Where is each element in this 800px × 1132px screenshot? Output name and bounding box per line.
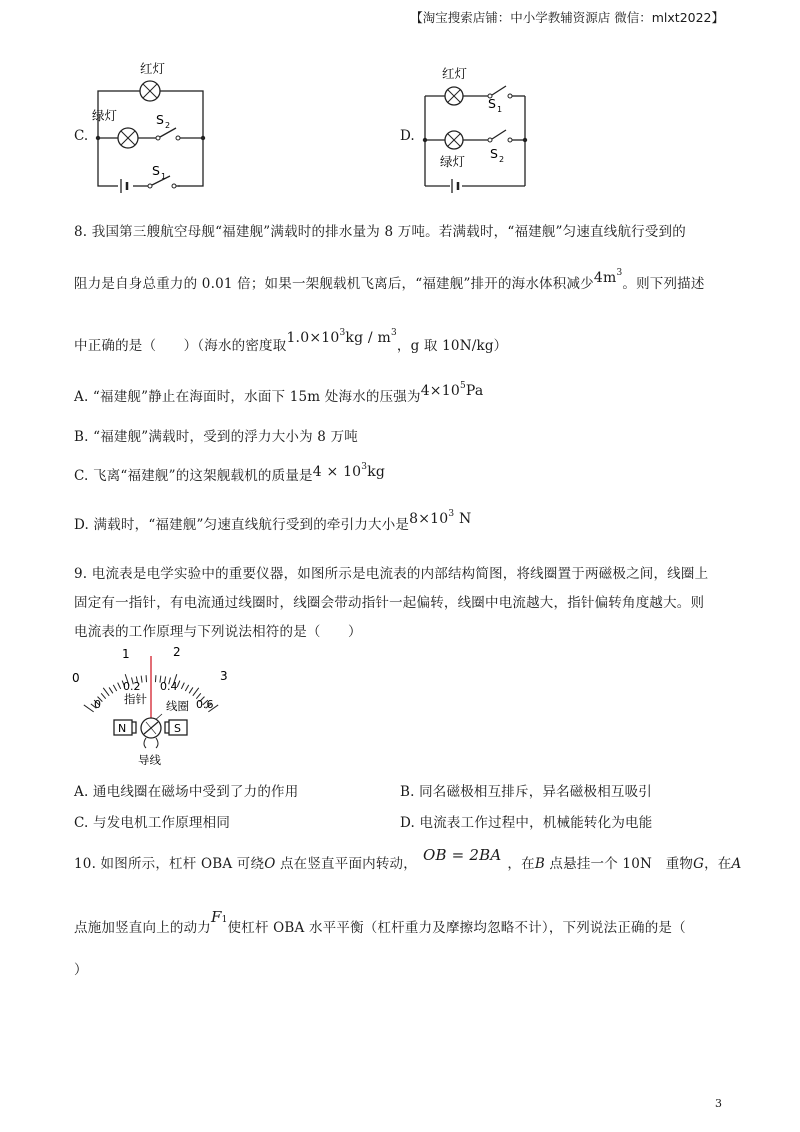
inner-tick-0.4: 0.4	[160, 680, 178, 693]
option-d-label: D.	[400, 128, 415, 144]
switch-s1-label: S	[152, 163, 160, 178]
inner-tick-0.6: 0.6	[196, 698, 214, 711]
svg-text:S: S	[174, 722, 181, 735]
svg-text:2: 2	[165, 121, 171, 130]
scale-tick	[101, 693, 106, 698]
wire-label: 导线	[138, 753, 161, 767]
scale-tick	[103, 688, 109, 696]
q10-line-3: ）	[74, 962, 88, 978]
q8-line-1: 8. 我国第三艘航空母舰“福建舰”满载时的排水量为 8 万吨。若满载时，“福建舰”匀速直线航行受到的	[74, 224, 686, 240]
q9-line-1: 9. 电流表是电学实验中的重要仪器，如图所示是电流表的内部结构简图，将线圈置于两磁极之间，线圈上	[74, 566, 709, 582]
inner-tick-0: 0	[94, 698, 101, 711]
switch-s2-label: S	[490, 146, 498, 161]
q9-line-2: 固定有一指针，有电流通过线圈时，线圈会带动指针一起偏转，线圈中电流越大，指针偏转角度越大。则	[74, 595, 705, 611]
green-lamp-label: 绿灯	[440, 154, 466, 169]
q9-option-c: C. 与发电机工作原理相同	[74, 815, 231, 831]
switch-s1-label: S	[488, 96, 496, 111]
outer-tick-3: 3	[220, 669, 228, 683]
q8-option-c: C. 飞离“福建舰”的这架舰载机的质量是$4 \times 10^3kg$	[74, 462, 386, 484]
red-lamp-label: 红灯	[140, 61, 166, 76]
circuit-diagram-d	[410, 58, 540, 193]
scale-tick	[84, 705, 94, 712]
q10-line-1: 10. 如图所示，杠杆 OBA 可绕O 点在竖直平面内转动， OB = 2BA ，在B 点悬挂一个 10N 重物G，在A	[74, 846, 742, 872]
scale-tick	[185, 685, 188, 691]
page-header: 【淘宝搜索店铺：中小学教辅资源店 微信：mlxt2022】	[410, 10, 724, 25]
scale-tick	[118, 683, 121, 689]
svg-text:2: 2	[499, 155, 505, 164]
q9-line-3: 电流表的工作原理与下列说法相符的是（ ）	[74, 624, 362, 640]
red-lamp-label: 红灯	[442, 66, 468, 81]
q8-option-b: B. “福建舰”满载时，受到的浮力大小为 8 万吨	[74, 429, 358, 445]
outer-tick-1: 1	[122, 647, 130, 661]
scale-tick	[181, 683, 184, 689]
scale-tick	[193, 688, 199, 696]
pointer-label: 指针	[124, 692, 147, 706]
scale-tick	[189, 687, 193, 693]
switch-s2-label: S	[156, 112, 164, 127]
svg-text:1: 1	[161, 172, 167, 181]
scale-tick	[141, 676, 142, 683]
scale-tick	[109, 687, 113, 693]
coil-label: 线圈	[166, 699, 189, 713]
svg-text:1: 1	[497, 105, 503, 114]
scale-tick	[177, 681, 180, 687]
option-c-label: C.	[74, 128, 89, 144]
q9-option-d: D. 电流表工作过程中，机械能转化为电能	[400, 815, 653, 831]
page-number: 3	[715, 1097, 722, 1110]
ammeter-diagram	[70, 642, 240, 772]
q9-option-b: B. 同名磁极相互排斥，异名磁极相互吸引	[400, 784, 653, 800]
inner-tick-0.2: 0.2	[123, 680, 141, 693]
circuit-diagram-c	[88, 58, 218, 193]
q8-option-d: D. 满载时，“福建舰”匀速直线航行受到的牵引力大小是$8\times 10^3$ N	[74, 509, 472, 533]
green-lamp-label: 绿灯	[92, 108, 118, 123]
scale-tick	[113, 685, 116, 691]
outer-tick-0: 0	[72, 671, 80, 685]
q8-line-3: 中正确的是（ ）（海水的密度取$1.0\times 10^3kg / m^3$，g 取 10N/kg）	[74, 328, 508, 354]
q10-line-2: 点施加竖直向上的动力F1使杠杆 OBA 水平平衡（杠杆重力及摩擦均忽略不计），下列说法正确的是（	[74, 908, 686, 936]
svg-text:N: N	[118, 722, 127, 735]
outer-tick-2: 2	[173, 645, 181, 659]
q8-line-2: 阻力是自身总重力的 0.01 倍；如果一架舰载机飞离后，“福建舰”排开的海水体积减少$4m^3$。则下列描述	[74, 268, 705, 292]
q9-option-a: A. 通电线圈在磁场中受到了力的作用	[74, 784, 299, 800]
q8-option-a: A. “福建舰”静止在海面时，水面下 15m 处海水的压强为$4\times 10^5Pa$	[74, 381, 484, 405]
